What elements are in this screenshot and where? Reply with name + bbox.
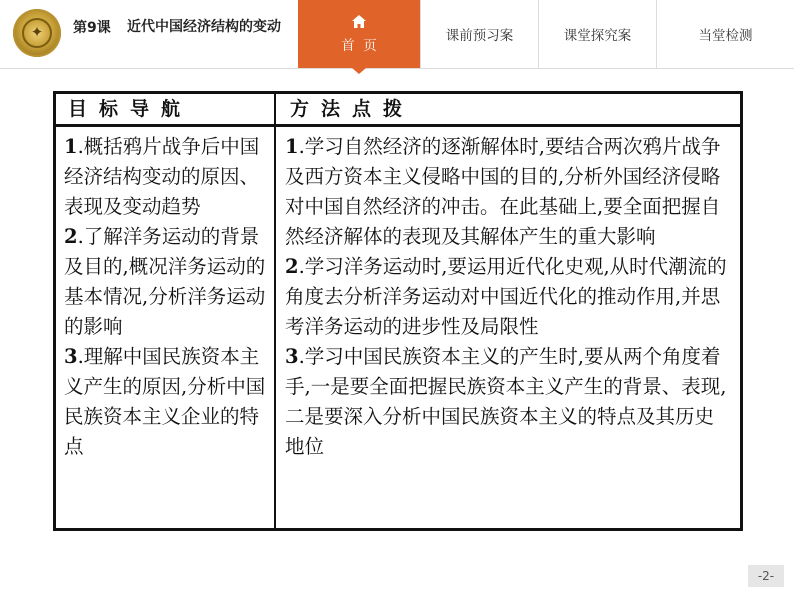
top-header-bar [0, 0, 794, 69]
goal-item: 2.了解洋务运动的背景及目的,概况洋务运动的基本情况,分析洋务运动的影响 [64, 225, 266, 338]
table-header-row [56, 94, 740, 127]
tab-home-label: 首 页 [341, 37, 377, 54]
school-logo [13, 9, 61, 57]
guide-table [53, 91, 743, 531]
logo-emblem-icon: ✦ [30, 23, 44, 41]
tab-check[interactable] [656, 0, 794, 68]
home-icon [352, 15, 366, 28]
method-item: 3.学习中国民族资本主义的产生时,要从两个角度着手,一是要全面把握民族资本主义产生的背景、表现,二是要深入分析中国民族资本主义的特点及其历史地位 [285, 345, 727, 458]
col2-header: 方法点拨 [290, 98, 415, 120]
col1-header: 目标导航 [68, 98, 193, 120]
goals-cell [64, 132, 270, 462]
tab-preview-label: 课前预习案 [445, 28, 514, 44]
page-number: -2- [748, 565, 784, 587]
tab-explore[interactable] [538, 0, 656, 68]
methods-cell [285, 132, 733, 462]
tab-check-label: 当堂检测 [698, 28, 753, 44]
tab-home[interactable] [298, 0, 420, 68]
method-item: 1.学习自然经济的逐渐解体时,要结合两次鸦片战争及西方资本主义侵略中国的目的,分析外国经济侵略对中国自然经济的冲击。在此基础上,要全面把握自然经济解体的表现及其解体产生的重大影响 [285, 135, 721, 248]
goal-item: 1.概括鸦片战争后中国经济结构变动的原因、表现及变动趋势 [64, 135, 260, 218]
tab-explore-label: 课堂探究案 [563, 28, 632, 44]
lesson-title: 近代中国经济结构的变动 [127, 19, 281, 35]
method-item: 2.学习洋务运动时,要运用近代化史观,从时代潮流的角度去分析洋务运动对中国近代化的推动作用,并思考洋务运动的进步性及局限性 [285, 255, 727, 338]
lesson-number: 第9课 [73, 20, 111, 36]
column-divider [274, 94, 276, 528]
goal-item: 3.理解中国民族资本主义产生的原因,分析中国民族资本主义企业的特点 [64, 345, 266, 458]
tab-preview[interactable] [420, 0, 538, 68]
